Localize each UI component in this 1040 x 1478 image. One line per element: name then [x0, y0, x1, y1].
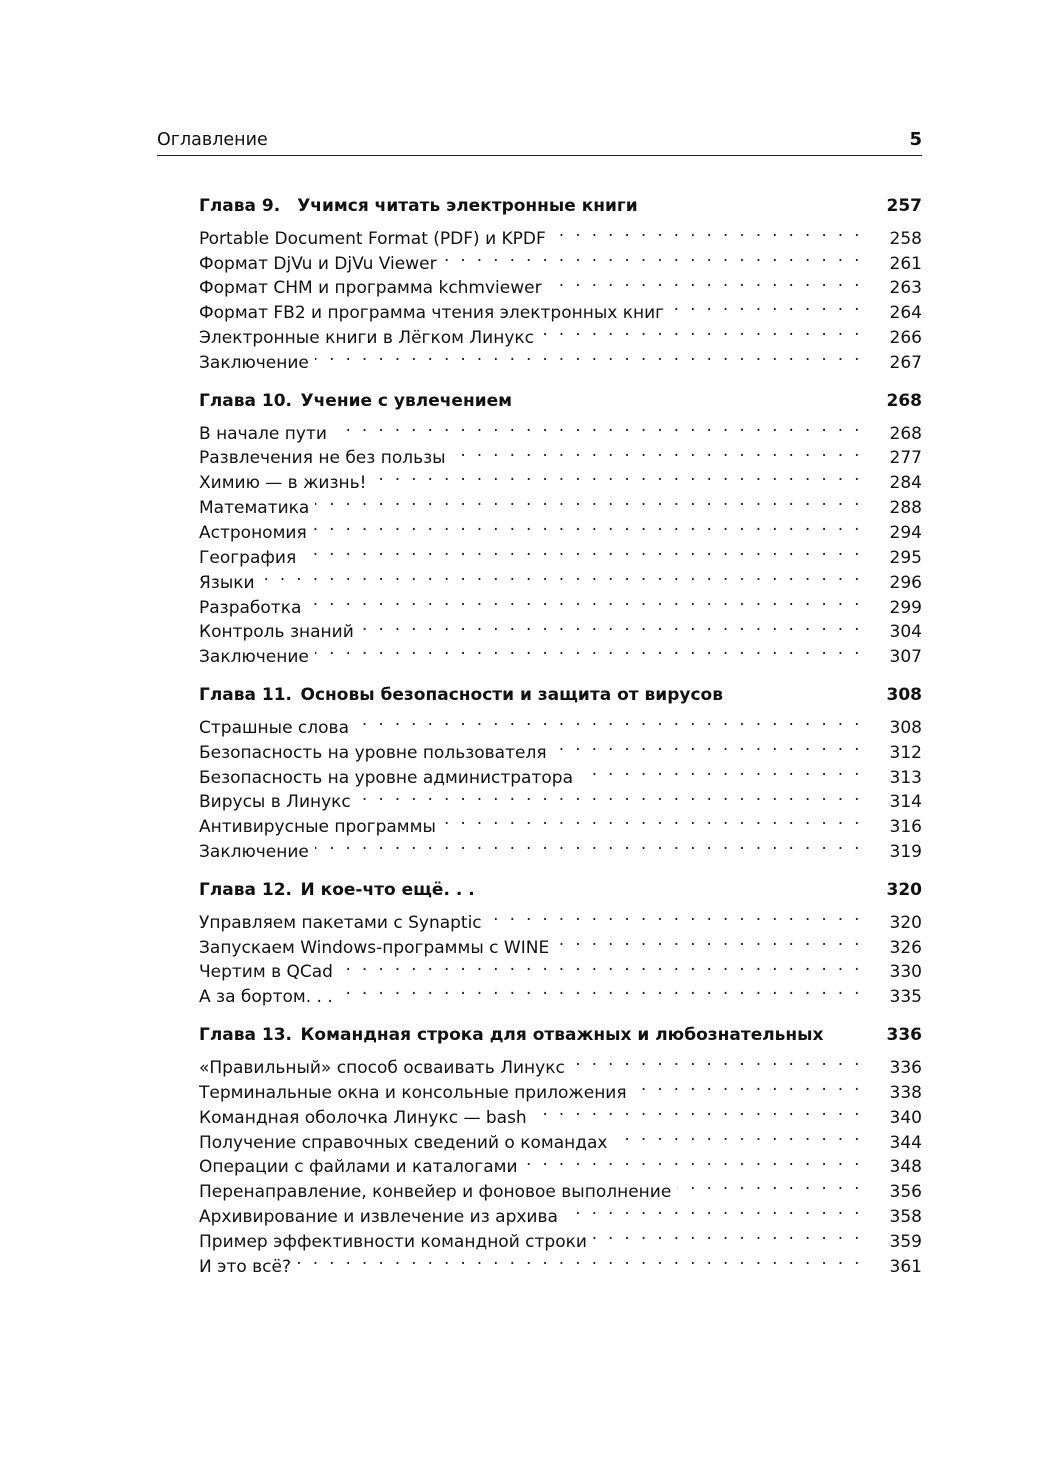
entry-title: Вирусы в Линукс	[199, 792, 351, 813]
entry-page: 320	[889, 912, 922, 933]
dot-leader	[564, 1197, 860, 1222]
chapter-page: 308	[886, 685, 922, 706]
entry-title: Астрономия	[199, 522, 307, 543]
entry-title: Управляем пакетами с Synaptic	[199, 912, 482, 933]
entry-page: 263	[889, 278, 922, 299]
entry-title: В начале пути	[199, 423, 327, 444]
chapter-title: Глава 9. Учимся читать электронные книги	[199, 196, 638, 216]
dot-leader	[297, 1247, 860, 1272]
entry-title: А за бортом. . .	[199, 987, 333, 1008]
entry-title: Архивирование и извлечение из архива	[199, 1207, 558, 1228]
entry-title: Заключение	[199, 352, 309, 373]
toc-entry[interactable]	[199, 613, 922, 643]
dot-leader	[488, 903, 860, 928]
running-header	[157, 128, 922, 156]
entry-title: Пример эффективности командной строки	[199, 1231, 587, 1252]
entry-page: 296	[889, 572, 922, 593]
entry-title: Электронные книги в Лёгком Линукс	[199, 328, 535, 349]
chapter-page: 257	[886, 196, 922, 216]
entry-page: 335	[889, 987, 922, 1008]
entry-page: 295	[889, 547, 922, 568]
dot-leader	[553, 733, 860, 758]
entry-title: Получение справочных сведений о командах	[199, 1132, 608, 1153]
entry-page: 267	[889, 352, 922, 373]
toc-entry[interactable]	[199, 903, 922, 933]
entry-page: 340	[889, 1107, 922, 1128]
dot-leader	[524, 1148, 860, 1173]
entry-page: 344	[889, 1132, 922, 1153]
chapter-heading[interactable]	[199, 194, 922, 219]
entry-title: Формат FB2 и программа чтения электронных книг	[199, 303, 665, 324]
chapter-page: 320	[886, 880, 922, 901]
entry-page: 336	[889, 1058, 922, 1078]
dot-leader	[307, 588, 859, 613]
dot-leader	[315, 637, 860, 662]
entry-page: 348	[889, 1157, 922, 1178]
entry-page: 294	[889, 522, 922, 543]
entry-page: 308	[889, 717, 922, 738]
entry-page: 264	[889, 303, 922, 324]
dot-leader	[315, 488, 859, 513]
entry-title: Страшные слова	[199, 717, 349, 738]
entry-title: Антивирусные программы	[199, 817, 436, 838]
chapter-page: 268	[886, 390, 922, 411]
entry-title: И это всё?	[199, 1256, 292, 1277]
chapter-title: Глава 13. Командная строка для отважных и любознательных	[199, 1025, 824, 1046]
table-of-contents	[199, 194, 922, 1293]
entry-page: 356	[889, 1182, 922, 1203]
toc-entry[interactable]	[199, 219, 922, 249]
dot-leader	[452, 439, 860, 464]
entry-title: Разработка	[199, 597, 302, 618]
entry-page: 304	[889, 622, 922, 643]
toc-entry[interactable]	[199, 708, 922, 738]
entry-title: «Правильный» способ осваивать Линукс	[199, 1058, 565, 1078]
entry-title: Заключение	[199, 647, 309, 668]
dot-leader	[579, 758, 860, 783]
chapter-section	[199, 683, 922, 863]
entry-title: Запускаем Windows-программы с WINE	[199, 937, 550, 958]
entry-title: Безопасность на уровне администратора	[199, 767, 573, 788]
entry-title: Безопасность на уровне пользователя	[199, 742, 547, 763]
entry-title: Перенаправление, конвейер и фоновое выполнение	[199, 1182, 672, 1203]
dot-leader	[261, 563, 860, 588]
chapter-section	[199, 194, 922, 373]
entry-page: 307	[889, 647, 922, 668]
entry-title: Формат CHM и программа kchmviewer	[199, 278, 542, 299]
chapter-heading[interactable]	[199, 683, 922, 708]
toc-entry[interactable]	[199, 563, 922, 593]
entry-page: 288	[889, 498, 922, 519]
dot-leader	[357, 783, 860, 808]
entry-page: 277	[889, 448, 922, 469]
chapter-title: Глава 12. И кое-что ещё. . .	[199, 880, 475, 901]
dot-leader	[533, 1098, 860, 1123]
entry-page: 359	[889, 1231, 922, 1252]
chapter-title: Глава 10. Учение с увлечением	[199, 390, 513, 411]
entry-title: Математика	[199, 498, 310, 519]
header-title: Оглавление	[157, 130, 268, 150]
page-number: 5	[909, 129, 922, 150]
toc-entry[interactable]	[199, 1247, 922, 1277]
dot-leader	[315, 832, 860, 857]
dot-leader	[372, 463, 859, 488]
chapter-section	[199, 1023, 922, 1277]
dot-leader	[670, 293, 859, 318]
entry-title: Языки	[199, 572, 255, 593]
chapter-heading[interactable]	[199, 878, 922, 903]
entry-title: Операции с файлами и каталогами	[199, 1157, 518, 1178]
entry-title: Командная оболочка Линукс — bash	[199, 1107, 527, 1128]
entry-title: Химию — в жизнь!	[199, 473, 367, 494]
entry-page: 316	[889, 817, 922, 838]
entry-page: 312	[889, 742, 922, 763]
entry-title: Portable Document Format (PDF) и KPDF	[199, 228, 546, 249]
dot-leader	[614, 1123, 860, 1148]
entry-page: 266	[889, 328, 922, 349]
dot-leader	[443, 244, 860, 269]
dot-leader	[313, 513, 860, 538]
entry-title: География	[199, 547, 297, 568]
toc-entry[interactable]	[199, 414, 922, 444]
entry-page: 326	[889, 937, 922, 958]
toc-entry[interactable]	[199, 588, 922, 618]
chapter-heading[interactable]	[199, 1023, 922, 1048]
dot-leader	[555, 928, 859, 953]
entry-page: 338	[889, 1082, 922, 1103]
dot-leader	[540, 318, 860, 343]
toc-entry[interactable]	[199, 1048, 922, 1078]
dot-leader	[552, 219, 860, 244]
dot-leader	[355, 708, 860, 733]
chapter-page: 336	[886, 1025, 922, 1046]
dot-leader	[339, 977, 860, 1002]
dot-leader	[593, 1222, 860, 1247]
entry-page: 313	[889, 767, 922, 788]
entry-page: 268	[889, 423, 922, 444]
dot-leader	[315, 343, 860, 368]
entry-page: 284	[889, 473, 922, 494]
entry-title: Заключение	[199, 842, 309, 863]
entry-page: 330	[889, 962, 922, 983]
entry-title: Формат DjVu и DjVu Viewer	[199, 253, 437, 274]
entry-page: 358	[889, 1207, 922, 1228]
toc-entry[interactable]	[199, 538, 922, 568]
chapter-section	[199, 389, 922, 668]
entry-title: Контроль знаний	[199, 622, 354, 643]
chapter-section	[199, 878, 922, 1008]
dot-leader	[339, 953, 860, 978]
entry-page: 258	[889, 228, 922, 249]
dot-leader	[360, 613, 860, 638]
dot-leader	[633, 1073, 860, 1098]
dot-leader	[571, 1048, 860, 1073]
entry-page: 314	[889, 792, 922, 813]
dot-leader	[333, 414, 860, 439]
dot-leader	[677, 1172, 859, 1197]
entry-title: Терминальные окна и консольные приложения	[199, 1082, 627, 1103]
dot-leader	[442, 807, 860, 832]
dot-leader	[302, 538, 859, 563]
chapter-heading[interactable]	[199, 389, 922, 414]
entry-page: 299	[889, 597, 922, 618]
entry-title: Развлечения не без пользы	[199, 448, 446, 469]
entry-page: 261	[889, 253, 922, 274]
entry-page: 319	[889, 842, 922, 863]
entry-title: Чертим в QCad	[199, 962, 333, 983]
entry-page: 361	[889, 1256, 922, 1277]
chapter-title: Глава 11. Основы безопасности и защита от вирусов	[199, 685, 723, 706]
dot-leader	[548, 269, 860, 294]
